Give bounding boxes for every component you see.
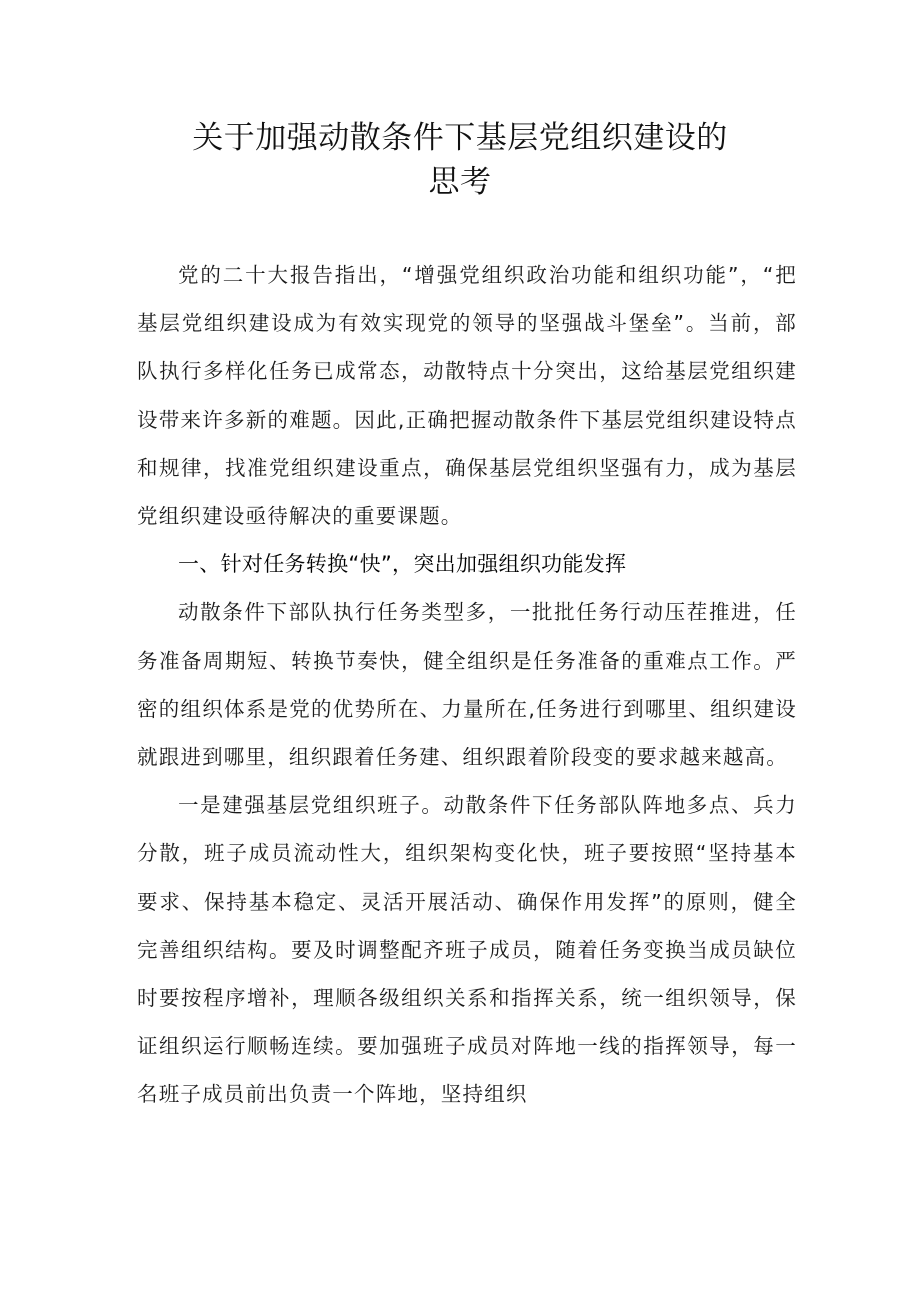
paragraph-intro: 党的二十大报告指出，“增强党组织政治功能和组织功能”，“把基层党组织建设成为有效实现党的领导的坚强战斗堡垒”。当前，部队执行多样化任务已成常态，动散特点十分突出，这给基层党组织建设带来许多新的难题。因此,正确把握动散条件下基层党组织建设特点和规律，找准党组织建设重点，确保基层党组织坚强有力，成为基层党组织建设亟待解决的重要课题。 bbox=[137, 263, 797, 529]
paragraph-section-1: 动散条件下部队执行任务类型多，一批批任务行动压茬推进，任务准备周期短、转换节奏快，健全组织是任务准备的重难点工作。严密的组织体系是党的优势所在、力量所在,任务进行到哪里、组织建设就跟进到哪里，组织跟着任务建、组织跟着阶段变的要求越来越高。 bbox=[137, 600, 797, 770]
document-title-line-1: 关于加强动散条件下基层党组织建设的 bbox=[192, 120, 728, 156]
document-title-line-2: 思考 bbox=[428, 164, 492, 200]
paragraph-point-1: 一是建强基层党组织班子。动散条件下任务部队阵地多点、兵力分散，班子成员流动性大，组织架构变化快，班子要按照“坚持基本要求、保持基本稳定、灵活开展活动、确保作用发挥”的原则，健全完善组织结构。要及时调整配齐班子成员，随着任务变换当成员缺位时要按程序增补，理顺各级组织关系和指挥关系，统一组织领导，保证组织运行顺畅连续。要加强班子成员对阵地一线的指挥领导，每一名班子成员前出负责一个阵地，坚持组织 bbox=[137, 793, 797, 1107]
document-body bbox=[137, 251, 797, 1119]
section-heading-1: 一、针对任务转换“快”，突出加强组织功能发挥 bbox=[178, 552, 627, 577]
